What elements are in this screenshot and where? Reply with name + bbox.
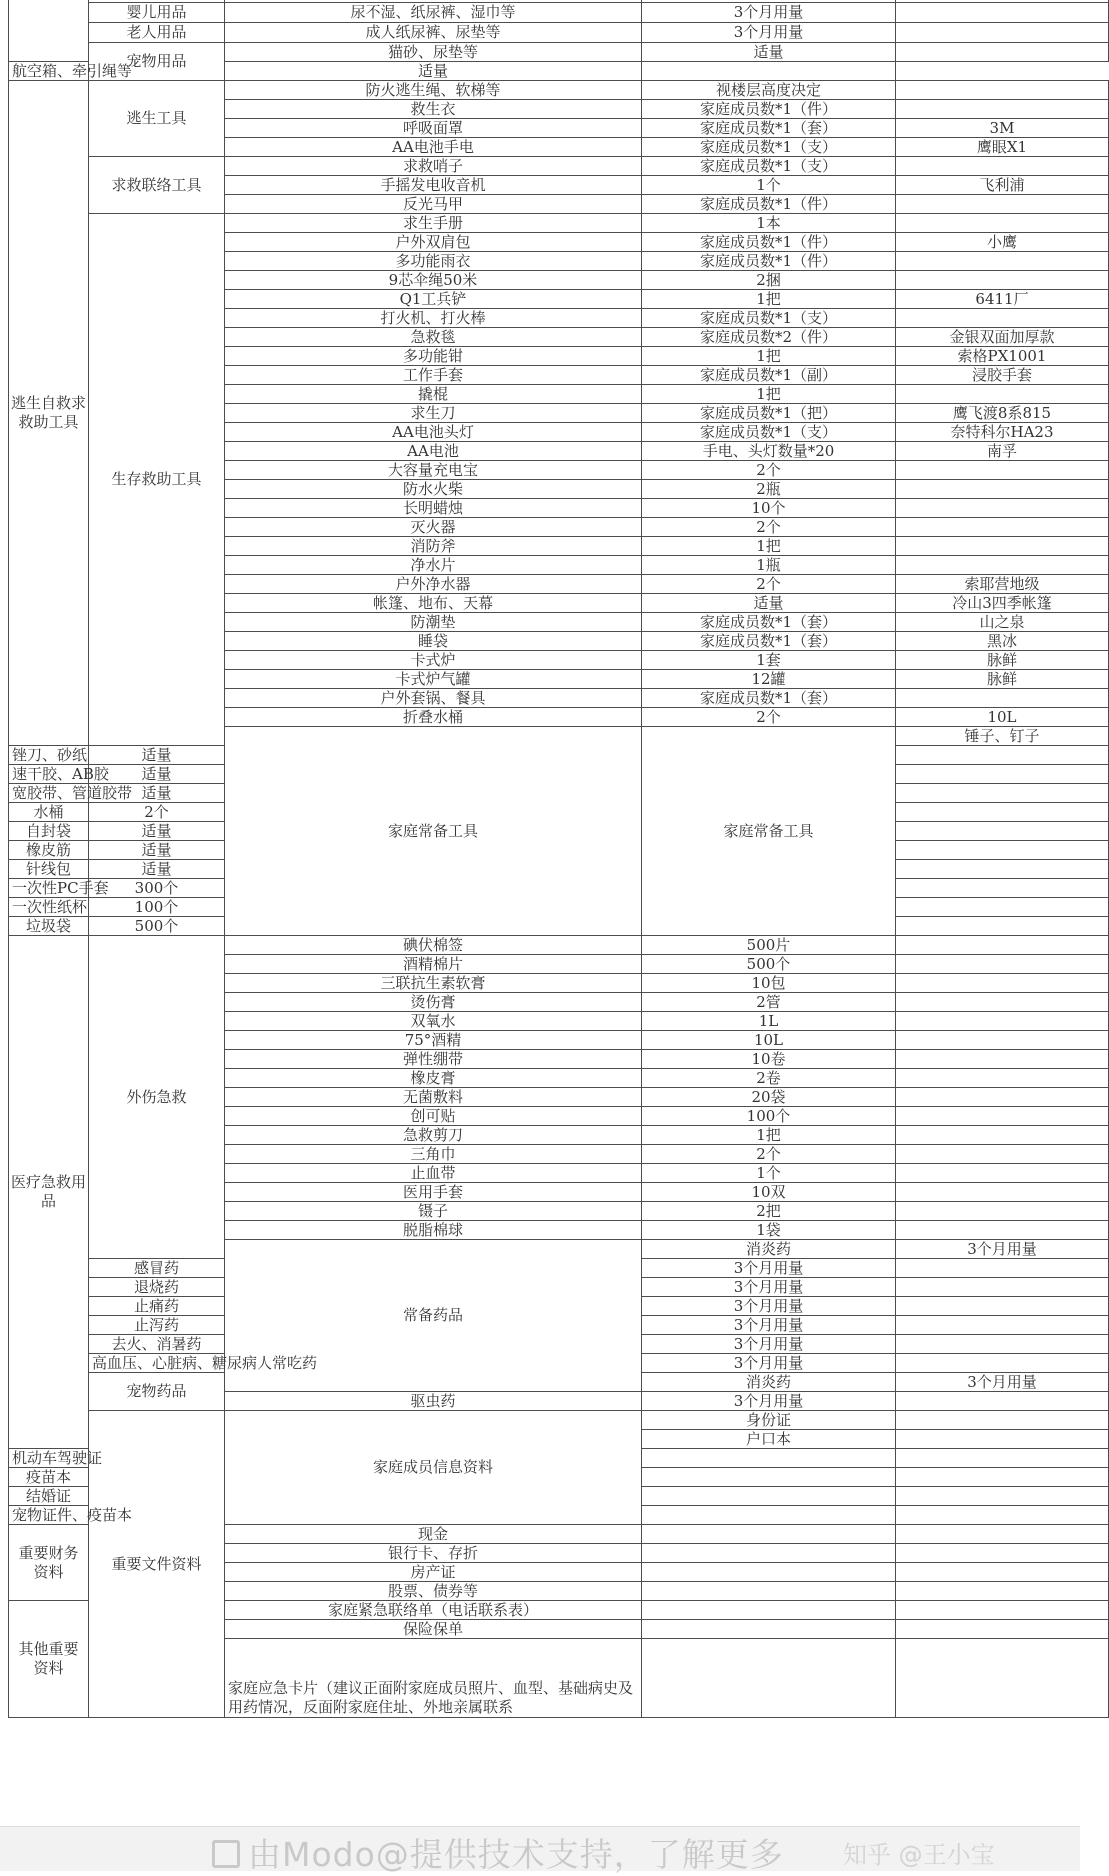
brand-note-cell: [896, 309, 1109, 328]
item-cell: 呼吸面罩: [225, 119, 642, 138]
quantity-cell: 3个月用量: [642, 23, 896, 43]
brand-note-cell: [896, 1506, 1109, 1525]
brand-note-cell: 6411厂: [896, 290, 1109, 309]
quantity-cell: 1瓶: [642, 556, 896, 575]
item-cell: 成人纸尿裤、尿垫等: [225, 23, 642, 43]
table-row: [9, 936, 1109, 955]
brand-note-cell: [896, 1164, 1109, 1183]
quantity-cell: 10包: [642, 974, 896, 993]
table-row: [9, 157, 1109, 176]
item-cell: 疫苗本: [9, 1468, 89, 1487]
subcategory-cell: 家庭成员信息资料: [225, 1411, 642, 1525]
subcategory-cell: 老人用品: [89, 23, 225, 43]
brand-note-cell: 鹰飞渡8系815: [896, 404, 1109, 423]
brand-note-cell: [896, 1582, 1109, 1601]
brand-note-cell: [896, 993, 1109, 1012]
item-cell: 感冒药: [89, 1259, 225, 1278]
brand-note-cell: [896, 556, 1109, 575]
item-cell: 无菌敷料: [225, 1088, 642, 1107]
quantity-cell: 手电、头灯数量*20: [642, 442, 896, 461]
quantity-cell: 2个: [89, 803, 225, 822]
quantity-cell: [642, 1449, 896, 1468]
brand-note-cell: [896, 860, 1109, 879]
brand-note-cell: [896, 1525, 1109, 1544]
brand-note-cell: [896, 461, 1109, 480]
quantity-cell: 500片: [642, 936, 896, 955]
quantity-cell: 2个: [642, 708, 896, 727]
item-cell: 多功能雨衣: [225, 252, 642, 271]
brand-note-cell: [896, 974, 1109, 993]
quantity-cell: 10L: [642, 1031, 896, 1050]
quantity-cell: 1个: [642, 176, 896, 195]
item-cell: 救生衣: [225, 100, 642, 119]
item-cell: 橡皮膏: [225, 1069, 642, 1088]
item-cell: 垃圾袋: [9, 917, 89, 936]
subcategory-cell: 宠物用品: [89, 43, 225, 81]
quantity-cell: 3个月用量: [642, 1297, 896, 1316]
subcategory-cell: 常备药品: [225, 1240, 642, 1392]
brand-note-cell: [896, 81, 1109, 100]
quantity-cell: 2个: [642, 575, 896, 594]
brand-note-cell: [896, 518, 1109, 537]
brand-note-cell: [896, 1449, 1109, 1468]
quantity-cell: 适量: [89, 841, 225, 860]
brand-note-cell: [896, 252, 1109, 271]
item-cell: 保险保单: [225, 1620, 642, 1639]
brand-note-cell: [896, 1354, 1109, 1373]
item-cell: 三联抗生素软膏: [225, 974, 642, 993]
quantity-cell: 家庭成员数*1（副）: [642, 366, 896, 385]
quantity-cell: 12罐: [642, 670, 896, 689]
quantity-cell: 300个: [89, 879, 225, 898]
subcategory-cell: 外伤急救: [89, 936, 225, 1259]
item-cell: 一次性纸杯: [9, 898, 89, 917]
brand-note-cell: [896, 1012, 1109, 1031]
item-cell: 镊子: [225, 1202, 642, 1221]
item-cell: 结婚证: [9, 1487, 89, 1506]
brand-note-cell: [896, 157, 1109, 176]
item-cell: 碘伏棉签: [225, 936, 642, 955]
item-cell: AA电池头灯: [225, 423, 642, 442]
brand-note-cell: 脉鲜: [896, 651, 1109, 670]
item-cell: 消防斧: [225, 537, 642, 556]
category-cell: 医疗急救用品: [9, 936, 89, 1449]
item-cell: 尿不湿、纸尿裤、湿巾等: [225, 3, 642, 23]
quantity-cell: 10双: [642, 1183, 896, 1202]
item-cell: 猫砂、尿垫等: [225, 43, 642, 62]
quantity-cell: 3个月用量: [896, 1240, 1109, 1259]
brand-note-cell: 黑冰: [896, 632, 1109, 651]
quantity-cell: [642, 1601, 896, 1620]
quantity-cell: 2个: [642, 1145, 896, 1164]
quantity-cell: 3个月用量: [642, 1316, 896, 1335]
quantity-cell: 家庭成员数*1（支）: [642, 157, 896, 176]
quantity-cell: 1套: [642, 651, 896, 670]
brand-note-cell: [896, 822, 1109, 841]
quantity-cell: 家庭成员数*1（支）: [642, 423, 896, 442]
category-cell: 家庭常备工具: [225, 727, 642, 936]
brand-note-cell: [896, 1468, 1109, 1487]
item-cell: 卡式炉气罐: [225, 670, 642, 689]
quantity-cell: [642, 1544, 896, 1563]
item-cell: 睡袋: [225, 632, 642, 651]
item-cell: 打火机、打火棒: [225, 309, 642, 328]
item-cell: 大容量充电宝: [225, 461, 642, 480]
brand-note-cell: [896, 1202, 1109, 1221]
item-cell: 消炎药: [642, 1373, 896, 1392]
item-cell: 医用手套: [225, 1183, 642, 1202]
quantity-cell: 适量: [642, 594, 896, 613]
brand-note-cell: [896, 955, 1109, 974]
brand-note-cell: [896, 537, 1109, 556]
category-cell: 重要文件资料: [89, 1411, 225, 1718]
quantity-cell: 家庭成员数*1（件）: [642, 252, 896, 271]
item-cell: 户口本: [642, 1430, 896, 1449]
item-cell: 求生手册: [225, 214, 642, 233]
quantity-cell: [642, 1582, 896, 1601]
item-cell: 止泻药: [89, 1316, 225, 1335]
item-cell: 水桶: [9, 803, 89, 822]
quantity-cell: 适量: [225, 62, 642, 81]
quantity-cell: 3个月用量: [642, 3, 896, 23]
brand-note-cell: [896, 1088, 1109, 1107]
quantity-cell: 家庭成员数*1（把）: [642, 404, 896, 423]
brand-note-cell: 10L: [896, 708, 1109, 727]
item-cell: 卡式炉: [225, 651, 642, 670]
brand-note-cell: 索格PX1001: [896, 347, 1109, 366]
brand-note-cell: [896, 43, 1109, 62]
item-cell: 宽胶带、管道胶带: [9, 784, 89, 803]
quantity-cell: 家庭成员数*2（件）: [642, 328, 896, 347]
quantity-cell: 10卷: [642, 1050, 896, 1069]
item-cell: 防潮垫: [225, 613, 642, 632]
quantity-cell: 家庭成员数*1（件）: [642, 233, 896, 252]
brand-note-cell: [896, 898, 1109, 917]
quantity-cell: 1把: [642, 347, 896, 366]
item-cell: 机动车驾驶证: [9, 1449, 89, 1468]
item-cell: 烫伤膏: [225, 993, 642, 1012]
brand-note-cell: [896, 1183, 1109, 1202]
item-cell: 反光马甲: [225, 195, 642, 214]
quantity-cell: 1L: [642, 1012, 896, 1031]
quantity-cell: 500个: [642, 955, 896, 974]
quantity-cell: 2捆: [642, 271, 896, 290]
quantity-cell: 3个月用量: [642, 1335, 896, 1354]
item-cell: 身份证: [642, 1411, 896, 1430]
item-cell: 航空箱、牵引绳等: [9, 62, 89, 81]
item-cell: 三角巾: [225, 1145, 642, 1164]
item-cell: 净水片: [225, 556, 642, 575]
subcategory-cell: 家庭常备工具: [642, 727, 896, 936]
quantity-cell: 2瓶: [642, 480, 896, 499]
quantity-cell: 3个月用量: [896, 1373, 1109, 1392]
brand-note-cell: 脉鲜: [896, 670, 1109, 689]
item-cell: 户外净水器: [225, 575, 642, 594]
quantity-cell: [896, 1430, 1109, 1449]
item-cell: 急救毯: [225, 328, 642, 347]
brand-note-cell: [896, 765, 1109, 784]
brand-note-cell: 奈特科尔HA23: [896, 423, 1109, 442]
brand-note-cell: [896, 1544, 1109, 1563]
item-cell: 撬棍: [225, 385, 642, 404]
quantity-cell: [642, 1506, 896, 1525]
brand-note-cell: [896, 746, 1109, 765]
item-cell: 自封袋: [9, 822, 89, 841]
brand-note-cell: [896, 1031, 1109, 1050]
footer-promo[interactable]: [212, 1829, 784, 1876]
quantity-cell: 适量: [89, 746, 225, 765]
item-cell: 高血压、心脏病、糖尿病人常吃药: [89, 1354, 225, 1373]
quantity-cell: 适量: [642, 43, 896, 62]
item-cell: 工作手套: [225, 366, 642, 385]
brand-note-cell: [896, 100, 1109, 119]
quantity-cell: 视楼层高度决定: [642, 81, 896, 100]
brand-note-cell: [896, 1563, 1109, 1582]
quantity-cell: 2卷: [642, 1069, 896, 1088]
item-cell: AA电池: [225, 442, 642, 461]
quantity-cell: [642, 1620, 896, 1639]
item-cell: 求救哨子: [225, 157, 642, 176]
item-cell: 75°酒精: [225, 1031, 642, 1050]
brand-note-cell: [896, 936, 1109, 955]
brand-note-cell: [896, 1145, 1109, 1164]
item-cell: 锉刀、砂纸: [9, 746, 89, 765]
quantity-cell: 适量: [89, 784, 225, 803]
brand-note-cell: [896, 1278, 1109, 1297]
quantity-cell: 家庭成员数*1（套）: [642, 119, 896, 138]
quantity-cell: 1把: [642, 290, 896, 309]
quantity-cell: 100个: [642, 1107, 896, 1126]
item-cell: 止痛药: [89, 1297, 225, 1316]
item-cell: 房产证: [225, 1563, 642, 1582]
table-row: [9, 43, 1109, 62]
quantity-cell: 1把: [642, 1126, 896, 1145]
quantity-cell: 适量: [89, 860, 225, 879]
item-cell: 防水火柴: [225, 480, 642, 499]
brand-note-cell: 浸胶手套: [896, 366, 1109, 385]
quantity-cell: 适量: [89, 822, 225, 841]
brand-note-cell: [896, 499, 1109, 518]
quantity-cell: 20袋: [642, 1088, 896, 1107]
brand-note-cell: [896, 385, 1109, 404]
quantity-cell: 2管: [642, 993, 896, 1012]
item-cell: 针线包: [9, 860, 89, 879]
supply-checklist-table: [8, 0, 1109, 1718]
quantity-cell: 适量: [89, 765, 225, 784]
brand-note-cell: [896, 271, 1109, 290]
brand-note-cell: [896, 1316, 1109, 1335]
brand-note-cell: [896, 1335, 1109, 1354]
brand-note-cell: [896, 23, 1109, 43]
brand-note-cell: 索耶营地级: [896, 575, 1109, 594]
subcategory-cell: 宠物药品: [89, 1373, 225, 1411]
subcategory-cell: 逃生工具: [89, 81, 225, 157]
item-cell: 酒精棉片: [225, 955, 642, 974]
category-cell: 逃生自救求救助工具: [9, 81, 89, 746]
quantity-cell: 3个月用量: [642, 1354, 896, 1373]
brand-note-cell: [896, 1601, 1109, 1620]
footer-promo-text: 由Modo@提供技术支持，了解更多: [248, 1835, 784, 1874]
quantity-cell: 家庭成员数*1（套）: [642, 632, 896, 651]
table-row: [9, 1411, 1109, 1430]
brand-note-cell: 鹰眼X1: [896, 138, 1109, 157]
table-row: [9, 214, 1109, 233]
brand-note-cell: [896, 1639, 1109, 1718]
table-row: [9, 3, 1109, 23]
item-cell: 家庭紧急联络单（电话联系表）: [225, 1601, 642, 1620]
quantity-cell: 家庭成员数*1（套）: [642, 613, 896, 632]
item-cell: 急救剪刀: [225, 1126, 642, 1145]
item-cell: 速干胶、AB胶: [9, 765, 89, 784]
quantity-cell: 3个月用量: [642, 1259, 896, 1278]
brand-note-cell: [896, 195, 1109, 214]
quantity-cell: 1把: [642, 537, 896, 556]
quantity-cell: 1把: [642, 385, 896, 404]
item-cell: 退烧药: [89, 1278, 225, 1297]
quantity-cell: 10个: [642, 499, 896, 518]
item-cell: 一次性PC手套: [9, 879, 89, 898]
table-row: [9, 81, 1109, 100]
item-cell: 户外双肩包: [225, 233, 642, 252]
brand-note-cell: [896, 784, 1109, 803]
item-cell: 锤子、钉子: [896, 727, 1109, 746]
brand-note-cell: [896, 3, 1109, 23]
brand-note-cell: [896, 879, 1109, 898]
brand-note-cell: 飞利浦: [896, 176, 1109, 195]
item-cell: 银行卡、存折: [225, 1544, 642, 1563]
item-cell: 止血带: [225, 1164, 642, 1183]
zhihu-watermark: 知乎 @王小宝: [843, 1841, 995, 1869]
footer-bar[interactable]: [0, 1826, 1080, 1874]
item-cell: 去火、消暑药: [89, 1335, 225, 1354]
quantity-cell: 3个月用量: [642, 1278, 896, 1297]
item-cell: Q1工兵铲: [225, 290, 642, 309]
item-cell: 户外套锅、餐具: [225, 689, 642, 708]
subcategory-cell: 重要财务资料: [9, 1525, 89, 1601]
subcategory-cell: 婴儿用品: [89, 3, 225, 23]
item-cell: 求生刀: [225, 404, 642, 423]
item-cell: 长明蜡烛: [225, 499, 642, 518]
item-cell: 家庭应急卡片（建议正面附家庭成员照片、血型、基础病史及用药情况，反面附家庭住址、外地亲属联系: [225, 1639, 642, 1718]
brand-note-cell: 南孚: [896, 442, 1109, 461]
brand-note-cell: [896, 1050, 1109, 1069]
quantity-cell: [896, 1411, 1109, 1430]
brand-note-cell: 金银双面加厚款: [896, 328, 1109, 347]
item-cell: 灭火器: [225, 518, 642, 537]
quantity-cell: 2个: [642, 461, 896, 480]
brand-note-cell: 山之泉: [896, 613, 1109, 632]
checklist-body: [9, 0, 1109, 1718]
quantity-cell: 1袋: [642, 1221, 896, 1240]
item-cell: 现金: [225, 1525, 642, 1544]
quantity-cell: 家庭成员数*1（件）: [642, 100, 896, 119]
item-cell: 折叠水桶: [225, 708, 642, 727]
item-cell: 驱虫药: [225, 1392, 642, 1411]
brand-note-cell: [896, 1392, 1109, 1411]
category-cell: [9, 0, 89, 62]
quantity-cell: 500个: [89, 917, 225, 936]
brand-note-cell: [896, 1259, 1109, 1278]
brand-note-cell: [642, 62, 896, 81]
brand-note-cell: [896, 917, 1109, 936]
brand-note-cell: [896, 1620, 1109, 1639]
quantity-cell: 家庭成员数*1（支）: [642, 309, 896, 328]
item-cell: AA电池手电: [225, 138, 642, 157]
item-cell: 股票、债券等: [225, 1582, 642, 1601]
item-cell: 消炎药: [642, 1240, 896, 1259]
brand-note-cell: [896, 1107, 1109, 1126]
quantity-cell: 家庭成员数*1（件）: [642, 195, 896, 214]
item-cell: 防火逃生绳、软梯等: [225, 81, 642, 100]
item-cell: 9芯伞绳50米: [225, 271, 642, 290]
brand-note-cell: [896, 1126, 1109, 1145]
brand-note-cell: [896, 841, 1109, 860]
subcategory-cell: 其他重要资料: [9, 1601, 89, 1718]
brand-note-cell: [896, 1487, 1109, 1506]
brand-note-cell: [896, 1069, 1109, 1088]
brand-note-cell: [896, 1297, 1109, 1316]
brand-note-cell: [896, 803, 1109, 822]
brand-note-cell: 3M: [896, 119, 1109, 138]
quantity-cell: 家庭成员数*1（支）: [642, 138, 896, 157]
item-cell: 手摇发电收音机: [225, 176, 642, 195]
brand-note-cell: [896, 214, 1109, 233]
quantity-cell: [642, 1468, 896, 1487]
quantity-cell: [642, 1487, 896, 1506]
quantity-cell: 3个月用量: [642, 1392, 896, 1411]
subcategory-cell: 生存救助工具: [89, 214, 225, 746]
subcategory-cell: 求救联络工具: [89, 157, 225, 214]
quantity-cell: 家庭成员数*1（套）: [642, 689, 896, 708]
item-cell: 帐篷、地布、天幕: [225, 594, 642, 613]
quantity-cell: [642, 1639, 896, 1718]
item-cell: 脱脂棉球: [225, 1221, 642, 1240]
item-cell: 弹性绷带: [225, 1050, 642, 1069]
quantity-cell: 2个: [642, 518, 896, 537]
item-cell: 双氧水: [225, 1012, 642, 1031]
modo-logo-icon: [212, 1840, 240, 1868]
brand-note-cell: 冷山3四季帐篷: [896, 594, 1109, 613]
item-cell: 多功能钳: [225, 347, 642, 366]
item-cell: 宠物证件、疫苗本: [9, 1506, 89, 1525]
table-row: [9, 23, 1109, 43]
quantity-cell: 1本: [642, 214, 896, 233]
brand-note-cell: [896, 1221, 1109, 1240]
item-cell: 创可贴: [225, 1107, 642, 1126]
quantity-cell: [642, 1525, 896, 1544]
brand-note-cell: 小鹰: [896, 233, 1109, 252]
quantity-cell: 1个: [642, 1164, 896, 1183]
quantity-cell: 2把: [642, 1202, 896, 1221]
brand-note-cell: [896, 689, 1109, 708]
brand-note-cell: [896, 480, 1109, 499]
quantity-cell: [642, 1563, 896, 1582]
item-cell: 橡皮筋: [9, 841, 89, 860]
quantity-cell: 100个: [89, 898, 225, 917]
